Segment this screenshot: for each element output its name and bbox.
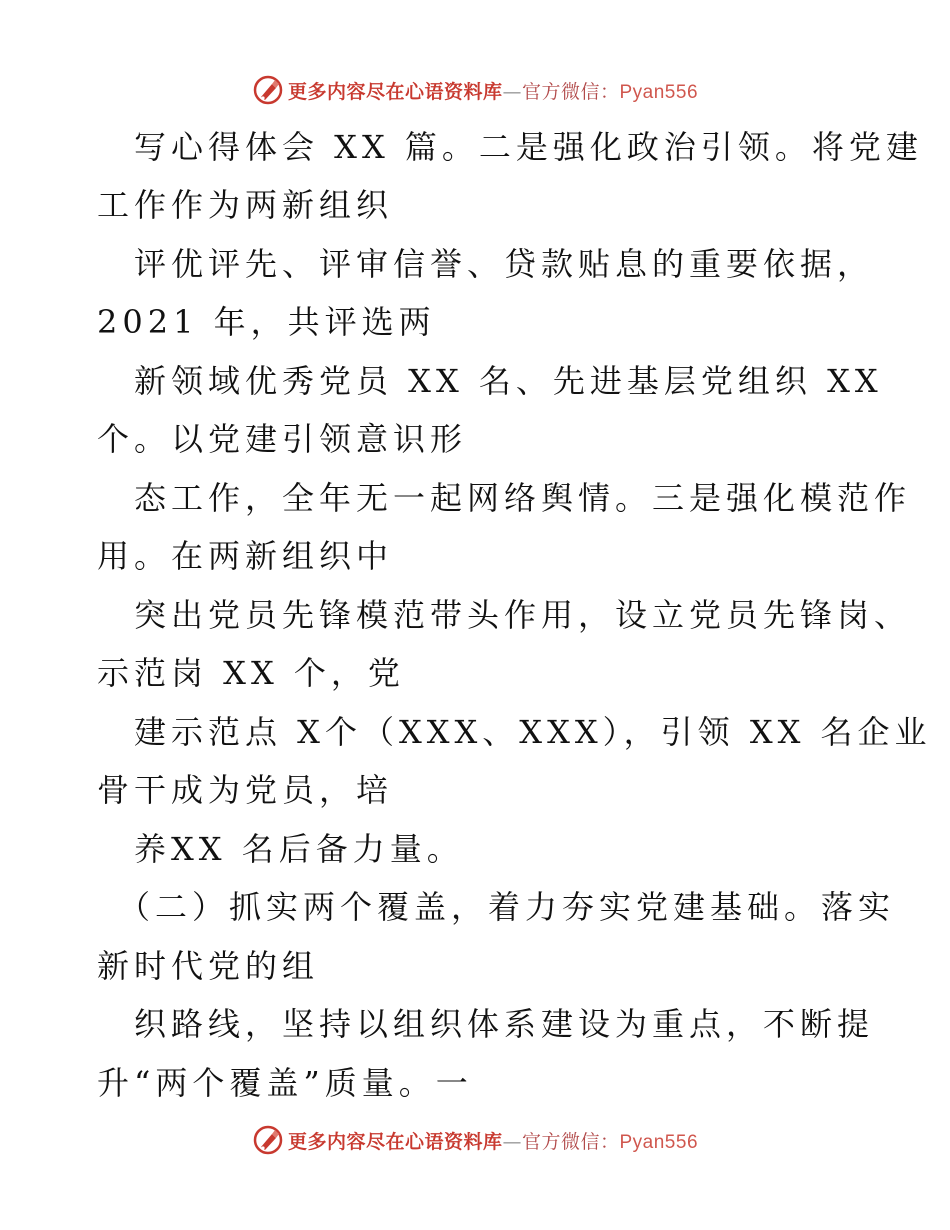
pen-logo-icon [252, 1124, 284, 1156]
footer-banner [0, 1122, 950, 1158]
banner-dash: — [502, 80, 522, 103]
pen-logo-icon [252, 74, 284, 106]
text-line: 示范岗 XX 个，党 [97, 654, 405, 692]
text-line: 织路线，坚持以组织体系建设为重点，不断提 [134, 1005, 875, 1043]
text-line: 写心得体会 XX 篇。二是强化政治引领。将党建 [134, 128, 923, 166]
banner-brand: 更多内容尽在心语资料库 [287, 1130, 503, 1153]
text-line: 用。在两新组织中 [97, 537, 394, 575]
text-line: 2021 年，共评选两 [97, 303, 436, 341]
banner-dash: — [502, 1130, 522, 1153]
banner-wechat-label: 官方微信： [521, 80, 620, 103]
header-banner [0, 72, 950, 108]
text-line: 突出党员先锋模范带头作用，设立党员先锋岗、 [134, 596, 912, 634]
text-line: 建示范点 X个（XXX、XXX），引领 XX 名企业 [134, 713, 932, 751]
text-line: 评优评先、评审信誉、贷款贴息的重要依据， [134, 245, 875, 283]
text-line: 新时代党的组 [97, 947, 320, 985]
banner-wechat-id: Pyan556 [619, 1131, 699, 1153]
text-line: 工作作为两新组织 [97, 186, 394, 224]
text-line: 个。以党建引领意识形 [97, 420, 468, 458]
banner-wechat-id: Pyan556 [619, 81, 699, 103]
banner-brand: 更多内容尽在心语资料库 [287, 80, 503, 103]
text-line: 养XX 名后备力量。 [134, 830, 464, 868]
text-line: 新领域优秀党员 XX 名、先进基层党组织 XX [134, 362, 883, 400]
text-line: 骨干成为党员，培 [97, 771, 394, 809]
text-line: 升“两个覆盖”质量。一 [97, 1064, 473, 1102]
banner-wechat-label: 官方微信： [521, 1130, 620, 1153]
banner-text [288, 77, 698, 104]
text-line: （二）抓实两个覆盖，着力夯实党建基础。落实 [118, 888, 896, 926]
banner-text [288, 1127, 698, 1154]
text-line: 态工作，全年无一起网络舆情。三是强化模范作 [134, 479, 912, 517]
